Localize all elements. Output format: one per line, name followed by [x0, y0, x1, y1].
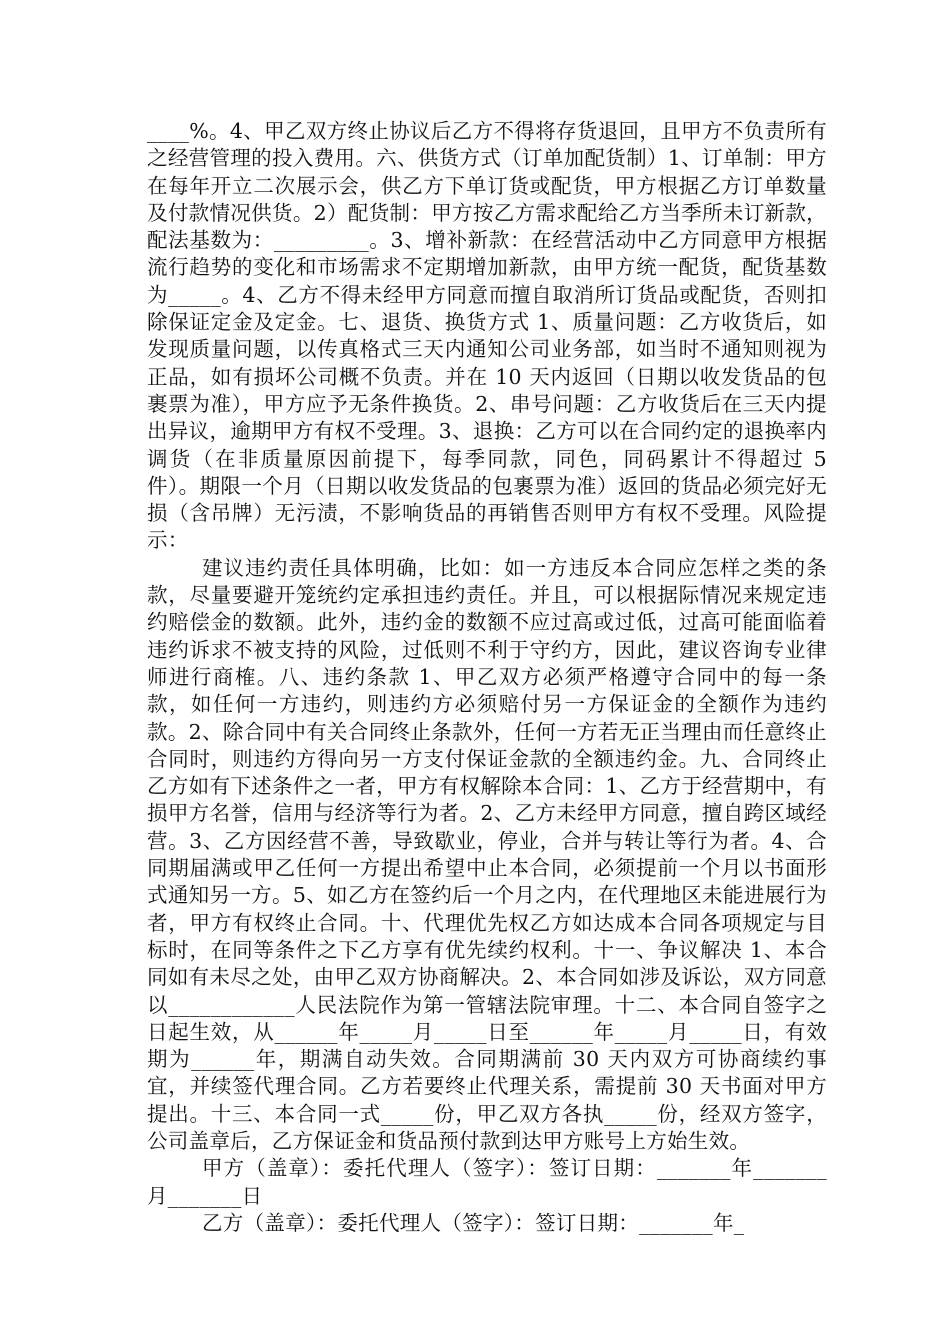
party-b-signature-line: 乙方（盖章）：委托代理人（签字）：签订日期：_______年_ — [202, 1210, 745, 1235]
document-page — [147, 118, 827, 1237]
risk-and-terms-paragraph: 建议违约责任具体明确，比如：如一方违反本合同应怎样之类的条款，尽量要避开笼统约定承担违约责任。并且，可以根据际情况来规定违约赔偿金的数额。此外，违约金的数额不应过高或过低，过高可能面临着违约诉求不被支持的风险，过低则不利于守约方，因此，建议咨询专业律师进行商榷。八、违约条款 1、甲乙双方必须严格遵守合同中的每一条款，如任何一方违约，则违约方必须赔付另一方保证金的全额作为违约款。2、除合同中有关合同终止条款外，任何一方若无正当理由而任意终止合同时，则违约方得向另一方支付保证金款的全额违约金。九、合同终止乙方如有下述条件之一者，甲方有权解除本合同：1、乙方于经营期中，有损甲方名誉，信用与经济等行为者。2、乙方未经甲方同意，擅自跨区域经营。3、乙方因经营不善，导致歇业，停业，合并与转让等行为者。4、合同期届满或甲乙任何一方提出希望中止本合同，必须提前一个月以书面形式通知另一方。5、如乙方在签约后一个月之内，在代理地区未能进展行为者，甲方有权终止合同。十、代理优先权乙方如达成本合同各项规定与目标时，在同等条件之下乙方享有优先续约权利。十一、争议解决 1、本合同如有未尽之处，由甲乙双方协商解决。2、本合同如涉及诉讼，双方同意以____________人民法院作为第一管辖法院审理。十二、本合同自签字之日起生效，从______年_____月_____日至______年_____月_____日，有效期为______年，期满自动失效。合同期满前 30 天内双方可协商续约事宜，并续签代理合同。乙方若要终止代理关系，需提前 30 天书面对甲方提出。十三、本合同一式_____份，甲乙双方各执_____份，经双方签字，公司盖章后，乙方保证金和货品预付款到达甲方账号上方始生效。 — [147, 555, 827, 1153]
contract-body-paragraph: ____%。4、甲乙双方终止协议后乙方不得将存货退回，且甲方不负责所有之经营管理的投入费用。六、供货方式（订单加配货制）1、订单制：甲方在每年开立二次展示会，供乙方下单订货或配货，甲方根据乙方订单数量及付款情况供货。2）配货制：甲方按乙方需求配给乙方当季所未订新款，配法基数为：_________。3、增补新款：在经营活动中乙方同意甲方根据流行趋势的变化和市场需求不定期增加新款，由甲方统一配货，配货基数为_____。4、乙方不得未经甲方同意而擅自取消所订货品或配货，否则扣除保证定金及定金。七、退货、换货方式 1、质量问题：乙方收货后，如发现质量问题，以传真格式三天内通知公司业务部，如当时不通知则视为正品，如有损坏公司概不负责。并在 10 天内返回（日期以收发货品的包裹票为准），甲方应予无条件换货。2、串号问题：乙方收货后在三天内提出异议，逾期甲方有权不受理。3、退换：乙方可以在合同约定的退换率内调货（在非质量原因前提下，每季同款，同色，同码累计不得超过 5 件）。期限一个月（日期以收发货品的包裹票为准）返回的货品必须完好无损（含吊牌）无污渍，不影响货品的再销售否则甲方有权不受理。风险提示： — [147, 119, 827, 553]
party-a-signature-line: 甲方（盖章）：委托代理人（签字）：签订日期：_______年_______月_______日 — [147, 1156, 827, 1208]
